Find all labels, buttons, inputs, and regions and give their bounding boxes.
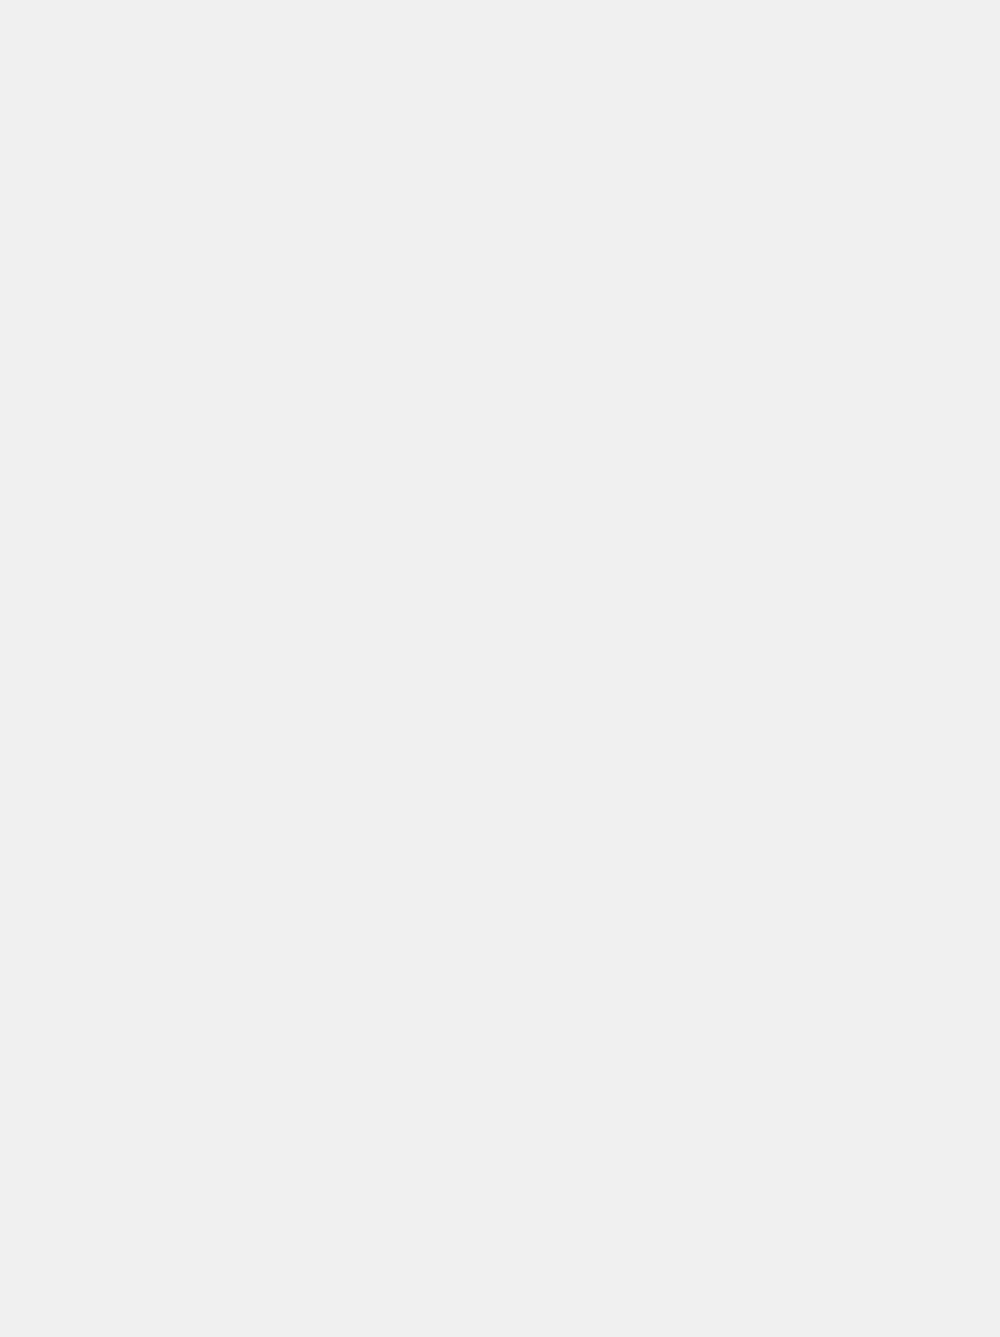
wavy-divider bbox=[400, 1168, 600, 1178]
